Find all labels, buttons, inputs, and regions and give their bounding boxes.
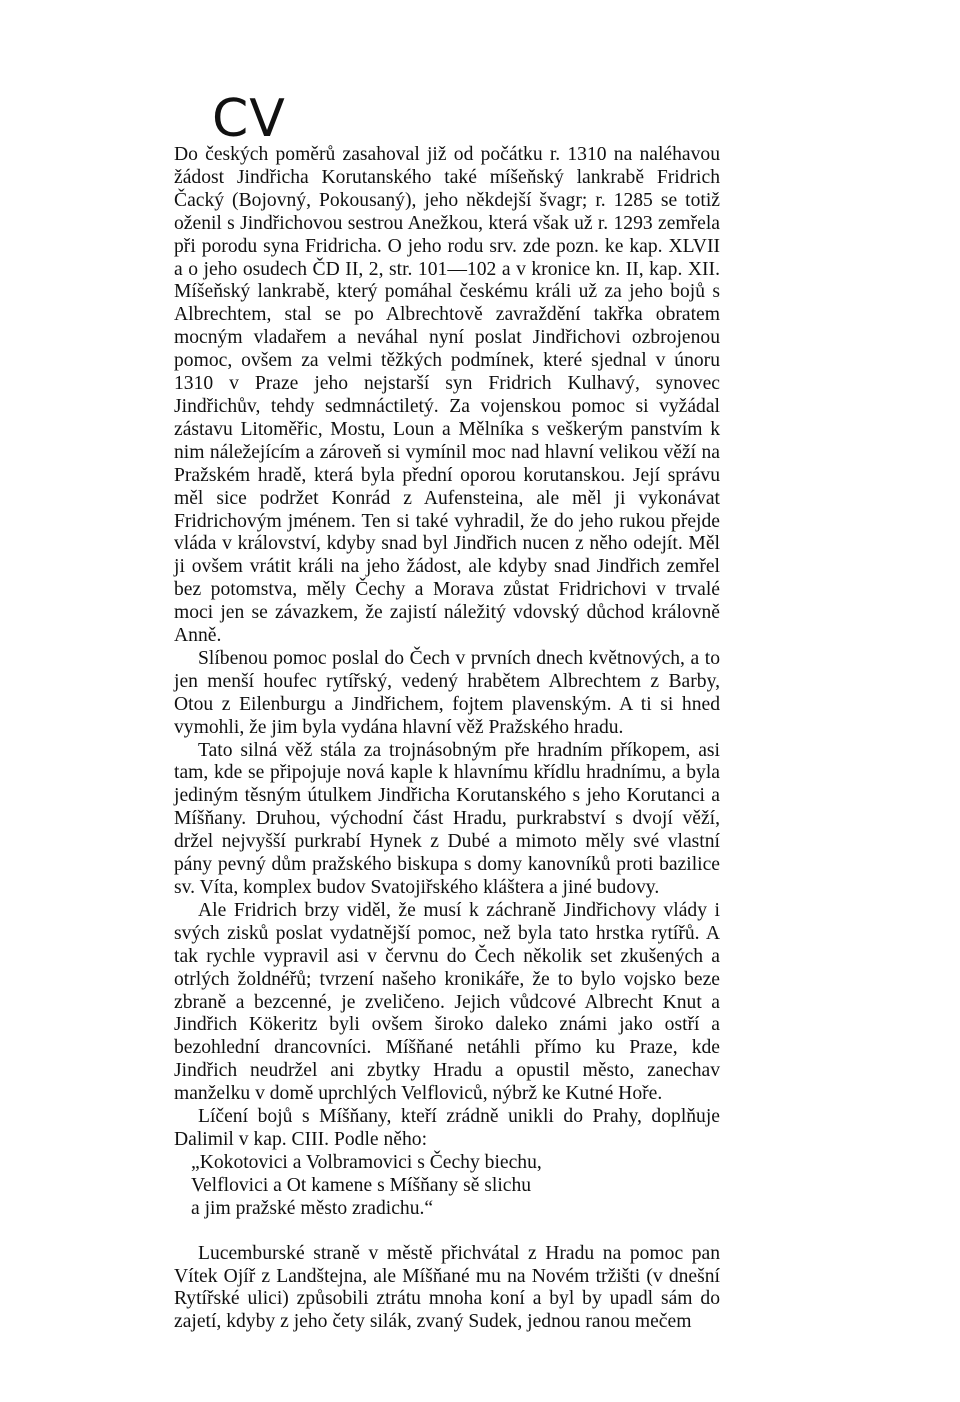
chapter-heading: CV	[212, 89, 286, 149]
paragraph-4: Ale Fridrich brzy viděl, že musí k záchraně Jindřichovy vlády i svých zisků poslat vydatnější pomoc, než byla tato hrstka rytířů. A tak rychle vypravil asi v červnu do Čech několik set zkušených a otrlých žoldnéřů; tvrzení našeho kronikáře, že to bylo vojsko beze zbraně a bezcenné, je zveličeno. Jejich vůdcové Albrecht Knut a Jindřich Kökeritz byli ovšem široko daleko známi jako ostří a bezohlední drancovníci. Míšňané netáhli přímo ku Praze, kde Jindřich neudržel ani zbytky Hradu a opustil město, zanechav manželku v domě uprchlých Velfloviců, nýbrž ke Kutné Hoře.	[174, 899, 720, 1105]
paragraph-5: Líčení bojů s Míšňany, kteří zrádně unikli do Prahy, doplňuje Dalimil v kap. CIII. Podle něho:	[174, 1106, 720, 1150]
verse-quotation	[174, 1152, 720, 1221]
section-break	[174, 1221, 720, 1243]
paragraph-3: Tato silná věž stála za trojnásobným pře hradním příkopem, asi tam, kde se připojuje nová kaple k hlavnímu křídlu hradnímu, a byla jediným těsným útulkem Jindřicha Korutanského s jeho Korutanci a Míšňany. Druhou, východní část Hradu, purkrabství s dvojí věží, držel nejvyšší purkrabí Hynek z Dubé a mimoto měly své vlastní pány pevný dům pražského biskupa s domy kanovníků proti bazilice sv. Víta, komplex budov Svatojiřského kláštera a jiné budovy.	[174, 739, 720, 898]
verse-line-2: Velflovici a Ot kamene s Míšňany sě slichu	[191, 1174, 532, 1196]
verse-line-3: a jim pražské město zradichu.“	[191, 1197, 434, 1219]
paragraph-2: Slíbenou pomoc poslal do Čech v prvních dnech květnových, a to jen menší houfec rytířský, vedený hrabětem Albrechtem z Barby, Otou z Eilenburgu a Jindřichem, fojtem plavenským. A ti si hned vymohli, že jim byla vydána hlavní věž Pražského hradu.	[174, 647, 720, 738]
main-text-block	[174, 144, 720, 1334]
verse-line-1: „Kokotovici a Volbramovici s Čechy biechu,	[191, 1151, 542, 1173]
paragraph-1: Do českých poměrů zasahoval již od počátku r. 1310 na naléhavou žádost Jindřicha Korutanského také míšeňský lankrabě Fridrich Čacký (Bojovný, Pokousaný), jeho někdejší švagr; r. 1285 se totiž oženil s Jindřichovou sestrou Anežkou, která však už r. 1293 zemřela při porodu syna Fridricha. O jeho rodu srv. zde pozn. ke kap. XLVII a o jeho osudech ČD II, 2, str. 101—102 a v kronice kn. II, kap. XII. Míšeňský lankrabě, který pomáhal českému králi už za jeho bojů s Albrechtem, stal se po Albrechtově zavraždění takřka obratem mocným vladařem a neváhal nyní poslat Jindřichovi ozbrojenou pomoc, ovšem za velmi těžkých podmínek, které sjednal v únoru 1310 v Praze jeho nejstarší syn Fridrich Kulhavý, synovec Jindřichův, tehdy sedmnáctiletý. Za vojenskou pomoc si vyžádal zástavu Litoměřic, Mostu, Loun a Mělníka s veškerým panstvím k nim náležejícím a zároveň si vymínil moc nad hlavní velikou věží na Pražském hradě, která byla přední oporou korutanskou. Její správu měl sice podržet Konrád z Aufensteina, ale měl ji vykonávat Fridrichovým jménem. Ten si také vyhradil, že do jeho rukou přejde vláda v království, kdyby snad byl Jindřich nucen z něho odejít. Měl ji ovšem vrátit králi na jeho žádost, ale kdyby snad Jindřich zemřel bez potomstva, měly Čechy a Morava zůstat Fridrichovi v trvalé moci jen se závazkem, že zajistí náležitý vdovský důchod královně Anně.	[174, 144, 720, 647]
final-paragraph: Lucemburské straně v městě přichvátal z Hradu na pomoc pan Vítek Ojíř z Landštejna, ale Míšňané mu na Novém tržišti (v dnešní Rytířské ulici) způsobili ztrátu mnoha koní a byl by upadl sám do zajetí, kdyby z jeho čety silák, zvaný Sudek, jednou ranou mečem	[174, 1242, 720, 1333]
